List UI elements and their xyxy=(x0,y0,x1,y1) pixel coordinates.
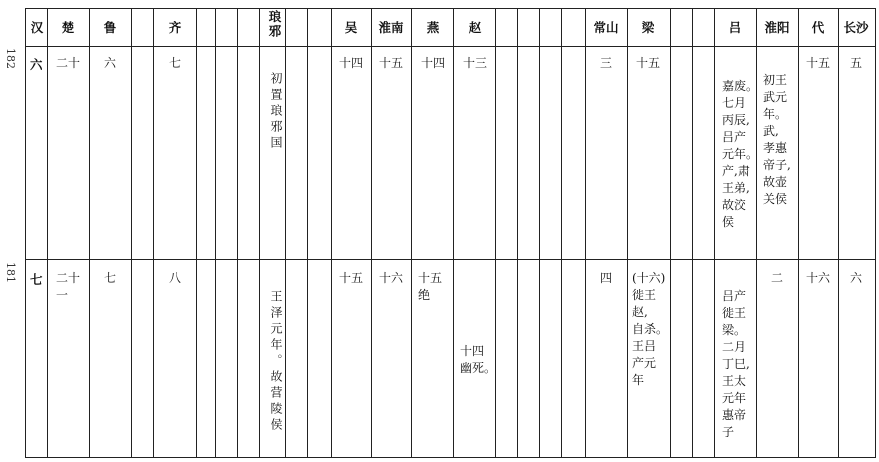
cell-chu: 二十 xyxy=(55,56,80,70)
header-changsha: 长沙 xyxy=(843,20,869,35)
cell-huainan: 十六 xyxy=(378,271,403,285)
header-lu: 鲁 xyxy=(103,20,117,35)
header-zhao: 赵 xyxy=(468,20,482,35)
cell-yan: 十四 xyxy=(420,56,445,70)
cell-wu: 十四 xyxy=(338,56,363,70)
column-divider xyxy=(307,8,308,458)
han-year-cell: 六 xyxy=(30,57,43,72)
column-divider xyxy=(670,8,671,458)
column-divider xyxy=(153,8,154,458)
column-divider xyxy=(692,8,693,458)
cell-changshan: 三 xyxy=(599,56,612,70)
cell-lu: 七 xyxy=(103,271,116,285)
column-divider xyxy=(371,8,372,458)
cell-zhao: 十四 幽死。 xyxy=(460,344,497,375)
cell-huaiyang: 初王 武元 年。 武, 孝惠 帝子, 故壶 关侯 xyxy=(763,73,791,206)
header-dai: 代 xyxy=(811,20,825,35)
header-langya: 琅邪 xyxy=(267,10,282,39)
cell-liang: 十五 xyxy=(635,56,660,70)
cell-wu: 十五 xyxy=(338,271,363,285)
column-divider xyxy=(585,8,586,458)
column-divider xyxy=(259,8,260,458)
column-divider xyxy=(539,8,540,458)
column-divider xyxy=(131,8,132,458)
cell-dai: 十六 xyxy=(805,271,830,285)
year-label: 181 xyxy=(4,262,17,283)
column-divider xyxy=(25,8,26,458)
column-divider xyxy=(517,8,518,458)
cell-changsha: 五 xyxy=(849,56,862,70)
cell-huaiyang: 二 xyxy=(770,271,783,285)
header-han: 汉 xyxy=(30,20,44,35)
column-divider xyxy=(561,8,562,458)
column-divider xyxy=(331,8,332,458)
cell-changsha: 六 xyxy=(849,271,862,285)
column-divider xyxy=(627,8,628,458)
column-divider xyxy=(838,8,839,458)
cell-changshan: 四 xyxy=(599,271,612,285)
cell-liang: (十六) 徙王 赵, 自杀。 王吕 产元 年 xyxy=(632,271,669,387)
header-qi: 齐 xyxy=(168,20,182,35)
cell-lu: 六 xyxy=(103,56,116,70)
header-wu: 吴 xyxy=(344,20,358,35)
cell-lv: 吕产 徙王 梁。 二月 丁巳, 王太 元年 惠帝 子 xyxy=(722,289,750,439)
column-divider xyxy=(453,8,454,458)
column-divider xyxy=(714,8,715,458)
cell-chu: 二十 一 xyxy=(56,271,81,302)
cell-huainan: 十五 xyxy=(378,56,403,70)
header-huaiyang: 淮阳 xyxy=(764,20,790,35)
column-divider xyxy=(215,8,216,458)
column-divider xyxy=(875,8,876,458)
cell-zhao: 十三 xyxy=(462,56,487,70)
cell-yan: 十五 绝 xyxy=(418,271,443,302)
column-divider xyxy=(495,8,496,458)
header-chu: 楚 xyxy=(61,20,75,35)
cell-langya: 王泽元年。故营陵侯 xyxy=(269,290,283,434)
cell-qi: 七 xyxy=(168,56,181,70)
header-huainan: 淮南 xyxy=(378,20,404,35)
header-changshan: 常山 xyxy=(593,20,619,35)
column-divider xyxy=(47,8,48,458)
cell-dai: 十五 xyxy=(805,56,830,70)
cell-lv: 嘉废。 七月 丙辰, 吕产 元年。 产,肃 王弟, 故洨 侯 xyxy=(722,79,759,229)
cell-qi: 八 xyxy=(168,271,181,285)
cell-langya: 初置琅邪国 xyxy=(269,72,283,152)
column-divider xyxy=(89,8,90,458)
header-yan: 燕 xyxy=(426,20,440,35)
column-divider xyxy=(237,8,238,458)
column-divider xyxy=(285,8,286,458)
column-divider xyxy=(411,8,412,458)
column-divider xyxy=(196,8,197,458)
year-label: 182 xyxy=(4,48,17,69)
header-lv: 吕 xyxy=(728,20,742,35)
han-year-cell: 七 xyxy=(30,272,43,287)
header-liang: 梁 xyxy=(641,20,655,35)
